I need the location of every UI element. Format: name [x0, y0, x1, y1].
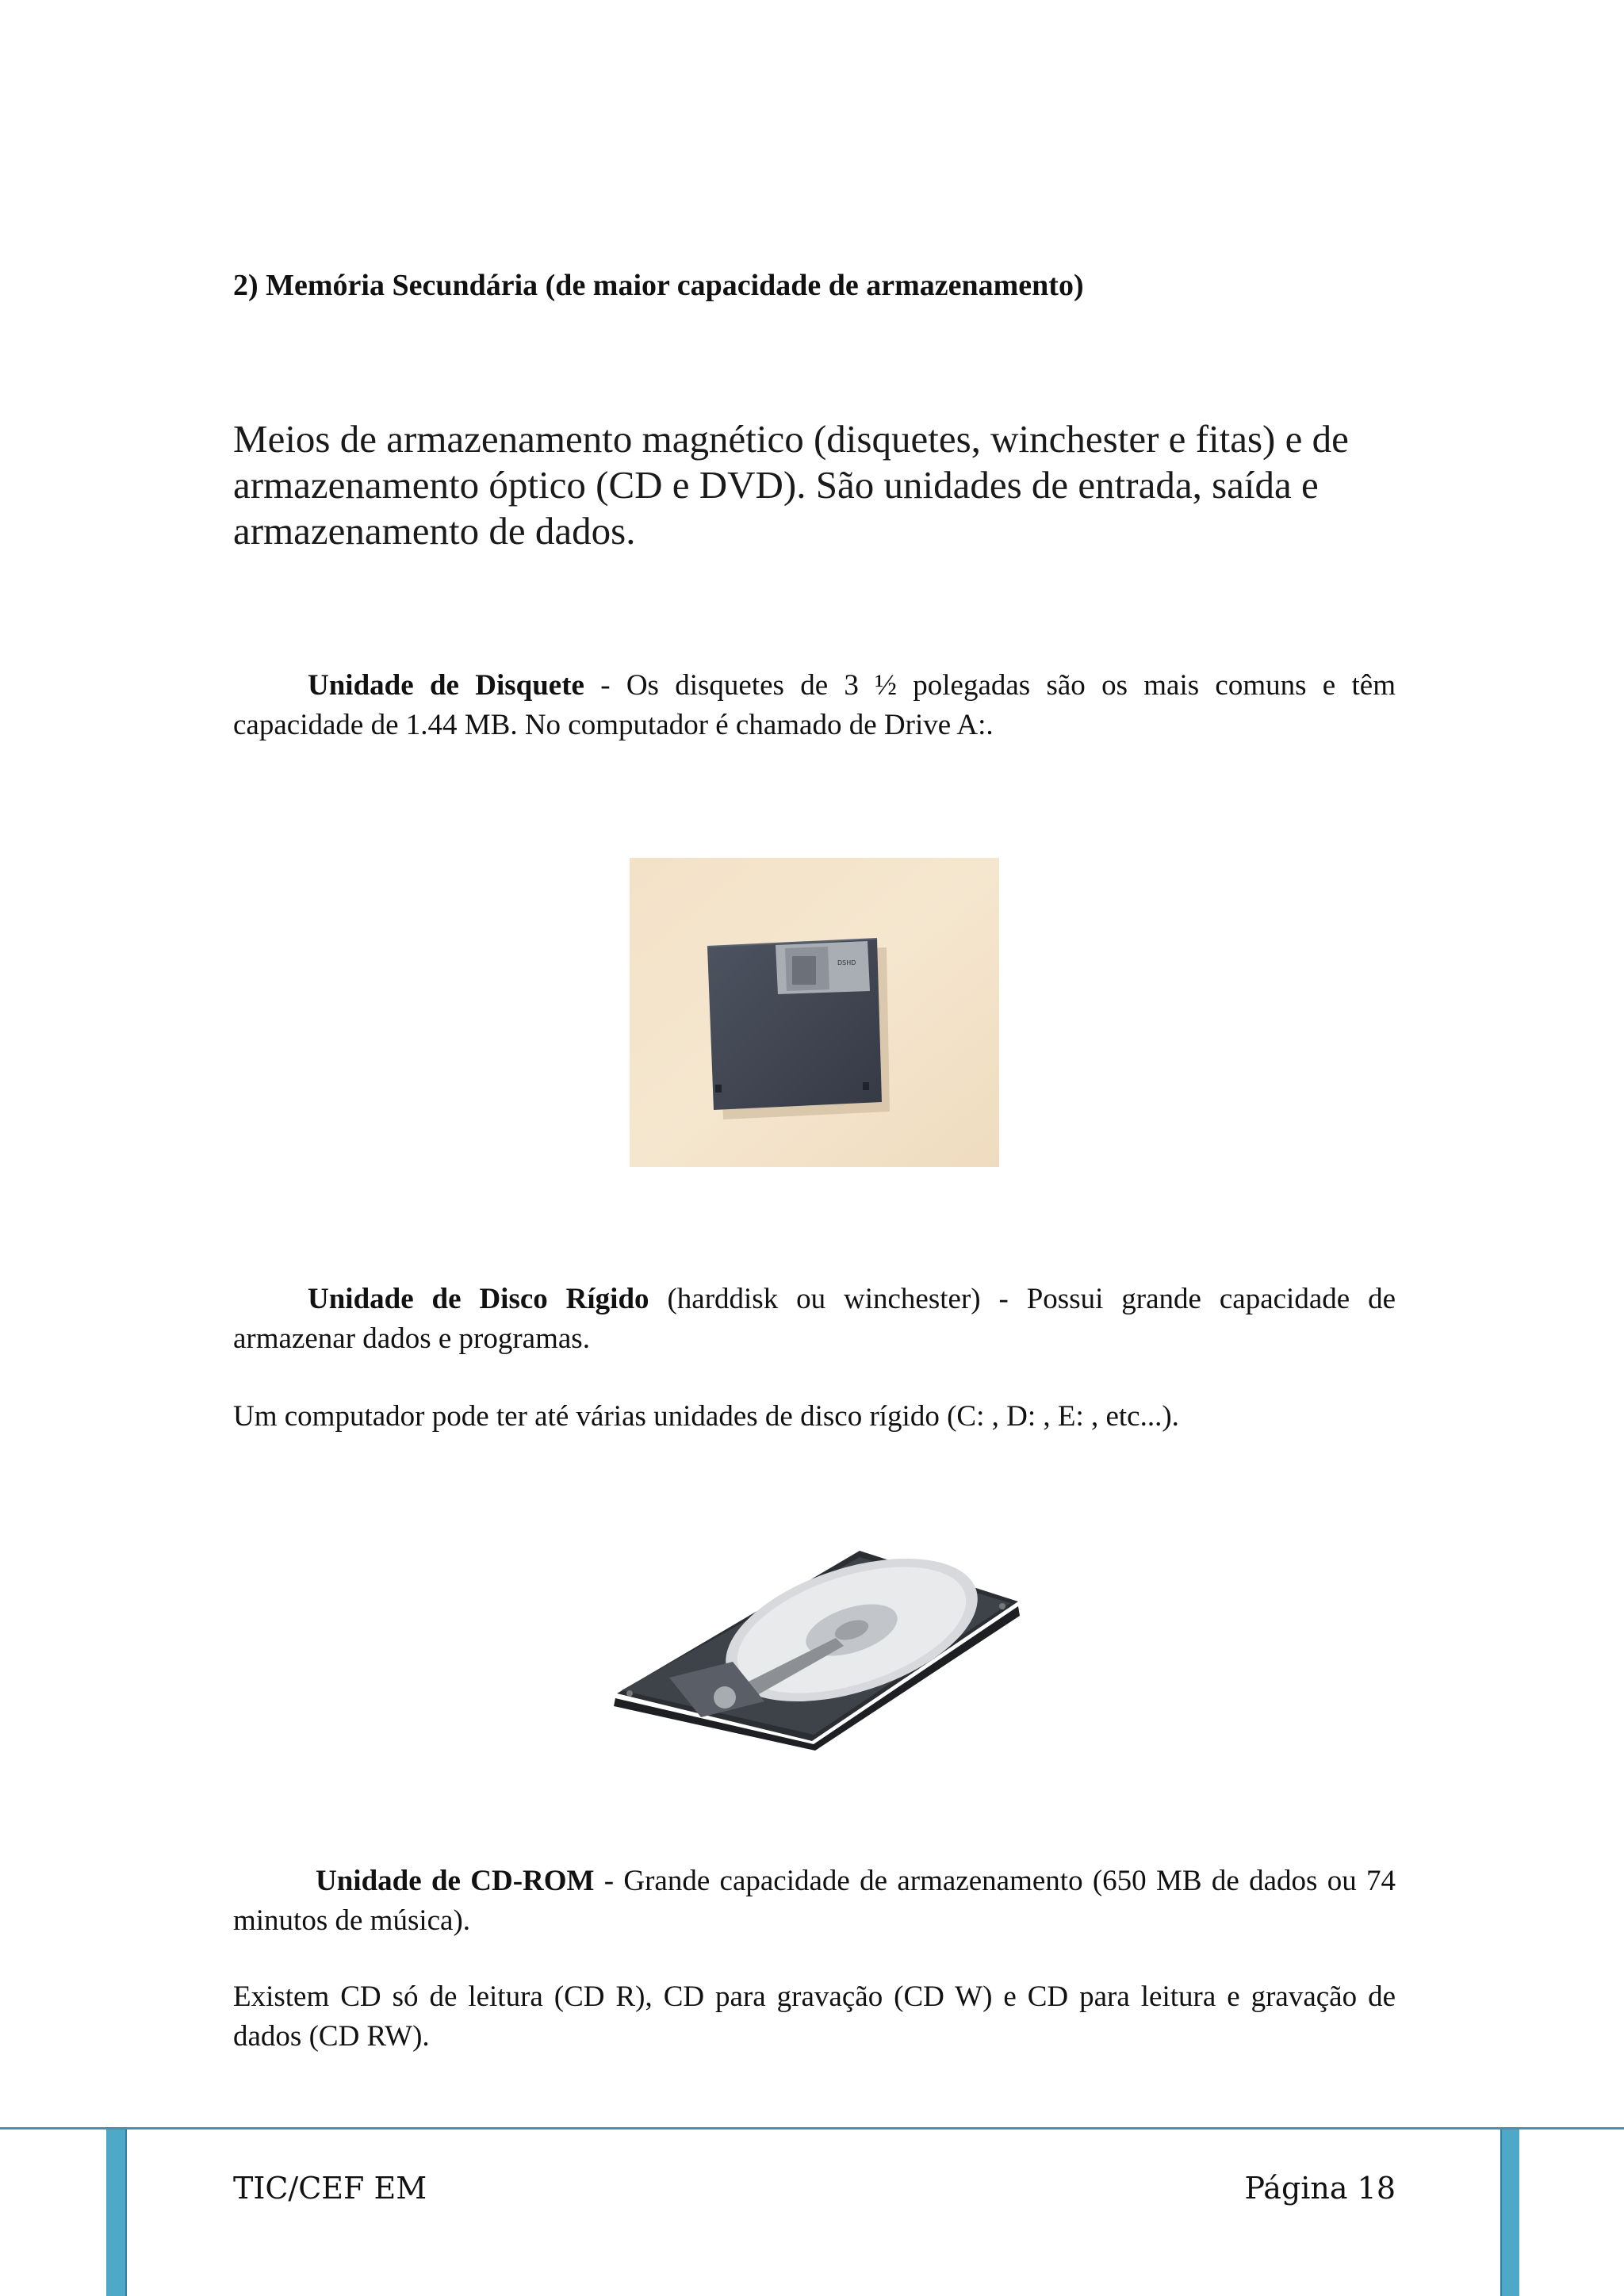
section-heading: 2) Memória Secundária (de maior capacidade de armazenamento): [233, 269, 1084, 302]
harddisk-text: (harddisk ou winchester) - Possui grande capacidade de armazenar dados e programas.: [233, 1283, 1396, 1355]
harddisk-title: Unidade de Disco Rígido: [308, 1283, 649, 1315]
footer-right-bar: [1502, 2130, 1519, 2296]
cdrom-text: - Grande capacidade de armazenamento (650 MB de dados ou 74 minutos de música).: [233, 1865, 1396, 1937]
cdrom-paragraph: [233, 1862, 1396, 1941]
cdrom-extra-paragraph: Existem CD só de leitura (CD R), CD para gravação (CD W) e CD para leitura e gravação de dados (CD RW).: [233, 1980, 1396, 2053]
footer-left-bar: [106, 2130, 125, 2296]
floppy-disk-image: [630, 858, 999, 1167]
footer-page-number: Página 18: [1244, 2171, 1396, 2206]
footer-course: TIC/CEF EM: [233, 2171, 427, 2206]
footer-divider: [0, 2127, 1624, 2130]
harddisk-extra-paragraph: Um computador pode ter até várias unidades de disco rígido (C: , D: , E: , etc...).: [233, 1400, 1179, 1433]
hard-disk-image: [606, 1543, 1026, 1751]
floppy-paragraph: [233, 666, 1396, 745]
svg-text:DSHD: DSHD: [837, 959, 856, 966]
harddisk-paragraph: [233, 1280, 1396, 1359]
floppy-title: Unidade de Disquete: [308, 669, 584, 702]
intro-paragraph: Meios de armazenamento magnético (disquetes, winchester e fitas) e de armazenamento óptico (CD e DVD). São unidades de entrada, saída e armazenamento de dados.: [233, 417, 1349, 553]
cdrom-title: Unidade de CD-ROM: [316, 1865, 595, 1897]
floppy-text: - Os disquetes de 3 ½ polegadas são os mais comuns e têm capacidade de 1.44 MB. No computador é chamado de Drive A:.: [233, 669, 1396, 741]
